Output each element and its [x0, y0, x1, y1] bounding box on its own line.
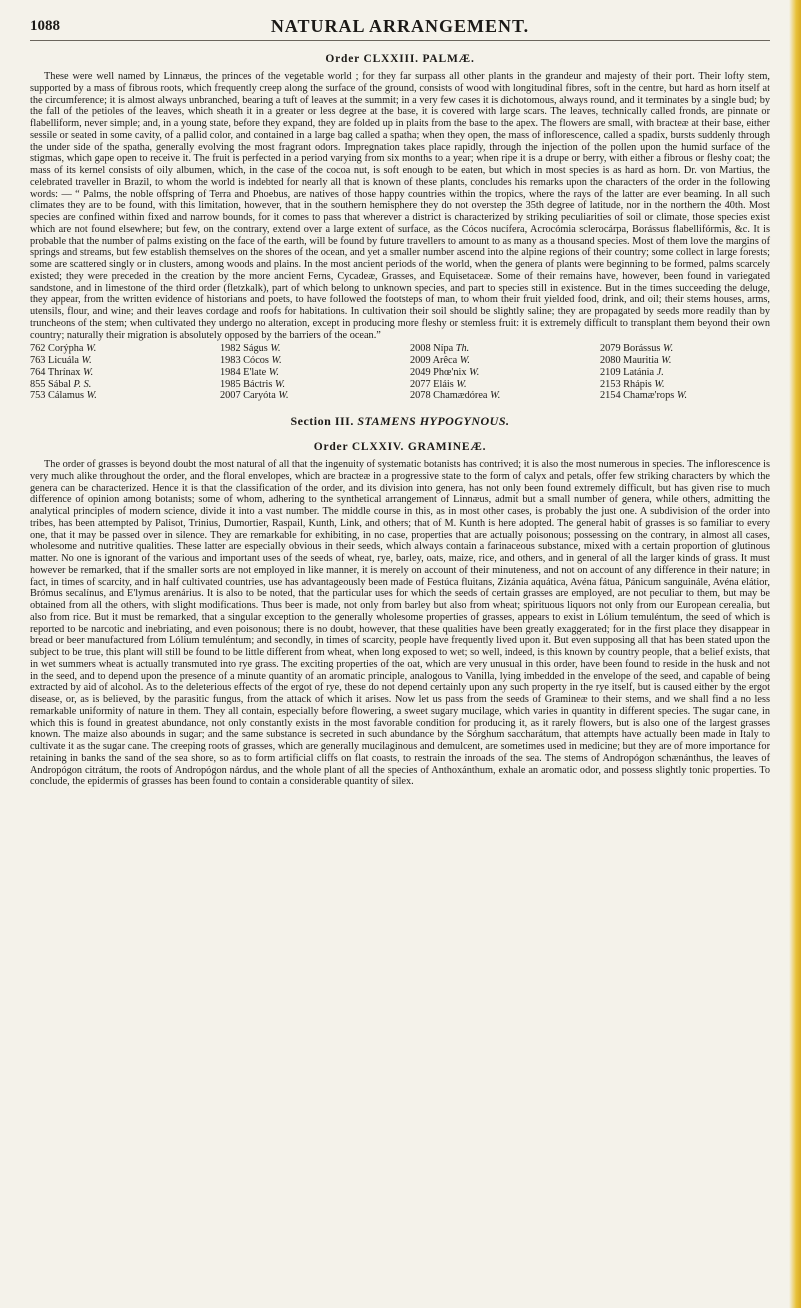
genus-name: Latánia — [623, 366, 655, 378]
genus-number: 2154 — [600, 390, 621, 402]
genus-number: 2049 — [410, 366, 431, 378]
page-edge-tab — [789, 0, 801, 1308]
genus-number: 1985 — [220, 378, 241, 390]
genus-name: Ságus — [243, 343, 268, 355]
genus-name: Nípa — [433, 343, 454, 355]
genus-entry — [30, 367, 220, 379]
genus-name: Chamædórea — [433, 390, 488, 402]
genus-authority: W. — [86, 343, 97, 355]
genus-entry — [30, 390, 220, 402]
section-label: Section III. — [290, 414, 354, 428]
genus-authority: W. — [278, 390, 289, 402]
genus-name: Cócos — [243, 355, 269, 366]
genus-entry — [30, 355, 220, 367]
genus-authority: W. — [456, 378, 467, 390]
genus-authority: W. — [459, 355, 470, 366]
genus-entry — [410, 390, 600, 402]
genus-authority: W. — [81, 355, 92, 366]
genus-number: 2080 — [600, 355, 621, 366]
genus-entry — [220, 367, 410, 379]
genus-authority: W. — [490, 390, 501, 402]
running-head — [30, 14, 770, 41]
genus-number: 1982 — [220, 343, 241, 355]
genus-authority: W. — [86, 390, 97, 402]
genus-name: Thrínax — [47, 366, 81, 378]
palmae-heading: Order CLXXIII. PALMÆ. — [325, 53, 475, 65]
genus-number: 855 — [30, 378, 46, 390]
genus-number: 2009 — [410, 355, 431, 366]
genus-entry — [220, 355, 410, 367]
book-page — [30, 14, 770, 1294]
gramineae-description: The order of grasses is beyond doubt the most natural of all that the ingenuity of systematic botanists has contrived; it is also the most numerous in species. The inflorescence is very much alike throughout the order, and the floral envelopes, which are bracteæ in a progressive state to the form of calyx and petals, offer few striking characters by which the genera can be characterized. Hence it is that the classification of the order, and its division into genera, has not only been found extremely difficult, but has given rise to much difference of opinion among botanists; some of whom, adhering to the synthetical arrangement of Linnæus, admit but a small number of genera, while others, admitting the analytical principles of modern science, divide it into a vast number. The middle course in this, as in most other cases, is probably the just one. A subdivision of the order into tribes, has been attempted by Palisot, Trinius, Dumortier, Raspail, Kunth, Link, and others; that of M. Kunth is here adopted. The general habit of grasses is so familiar to every one, that it may be passed over in silence. They are remarkable for exhibiting, in no case, properties that are actually poisonous; possessing on the contrary, in almost all cases, wholesome and nutritive qualities. These latter are especially obvious in their seeds, which always contain a farinaceous substance, mixed with a certain proportion of glutinous matter. No one is ignorant of the various and important uses of the seeds of wheat, rye, barley, oats, maize, rice, and others, and in general of all the larger kinds of grass. It must however be remarked, that if the smaller sorts are not employed in like manner, it is merely on account of their minuteness, and not on account of any difference in their nature; in fact, in times of scarcity, and in half cultivated countries, use has advantageously been made of Festúca fluitans, Zizánia aquática, Avéna fátua, Pánicum sanguinále, Avéna elátior, Brómus secalínus, and E'lymus arenárius. It is also to be noted, that the particular uses for which the seeds of certain grasses are employed, are not peculiar to them, but may be obtained from all the others, with slight modifications. Thus beer is made, not only from barley but also from wheat; spirituous liquors not only from our European cerealia, but also from rice. But it must be remarked, that a singular exception to the generally wholesome properties of grasses, appears to exist in Lólium temuléntum, the seed of which is reported to be narcotic and inebriating, and even poisonous; there is no doubt, however, that these qualities have been greatly exaggerated; for in the first place they disappear in bread or beer manufactured from Lólium temuléntum; and secondly, in times of scarcity, people have frequently lived upon it. But even supposing all that has been stated upon the subject to be true, this plant will still be found to be little different from wheat, when long exposed to wet; so well, indeed, is this known by country people, that a belief exists, that in wet summers wheat is actually transmuted into rye grass. The exciting properties of the oat, which are very unusual in this order, have been found to reside in the husk and not in the seed, and to depend upon the presence of a minute quantity of an aromatic principle, analogous to Vanilla, lying imbedded in the envelope of the seed, and capable of being extracted by aid of alcohol. As to the deleterious effects of the ergot of rye, these do not depend certainly upon any such property in the rye itself, but is caused either by the ergot disease, or, as is believed, by the parasitic fungus, from the attack of which it arises. Now let us pass from the seeds of Gramineæ to their stems, and we shall find a no less remarkable uniformity of nature in them. They all contain, especially before flowering, a sweet sugary mucilage, which varies in quantity in different species. The sugar cane, in which this is found in greatest abundance, not only constantly exists in the most favorable condition for producing it, as it rarely flowers, but is also one of the largest grasses known. The maize also abounds in sugar; and the same substance is secreted in such abundance by the Sórghum saccharátum, that attempts have actually been made in Italy to cultivate it as the sugar cane. The creeping roots of grasses, which are generally mucilaginous and demulcent, are sometimes used in medicine; but they are of more importance for retaining in banks the sand of the sea shore, so as to form artificial cliffs on flat coasts, to restrain the inroads of the sea. The stems of Andropógon schænánthus, the leaves of Andropógon citrátum, the roots of Andropógon nárdus, and the whole plant of all the species of Anthoxánthum, exhale an aromatic odor, and possess slightly tonic properties. To conclude, the epidermis of grasses has been found to contain a considerable quantity of silex. — [30, 459, 770, 788]
genus-authority: W. — [83, 366, 94, 378]
genus-number: 763 — [30, 355, 46, 366]
gramineae-heading: Order CLXXIV. GRAMINEÆ. — [313, 441, 487, 453]
genus-entry — [410, 355, 600, 367]
genus-number: 2007 — [220, 390, 241, 402]
genus-authority: W. — [271, 355, 282, 366]
genus-entry — [600, 390, 770, 402]
genus-name: Báctris — [243, 378, 273, 390]
genus-name: Borássus — [623, 343, 661, 355]
genus-name: Cálamus — [48, 390, 85, 402]
genus-number: 2078 — [410, 390, 431, 402]
genus-number: 1983 — [220, 355, 241, 366]
section-heading — [30, 414, 770, 429]
genus-authority: W. — [274, 378, 286, 390]
genus-name: Eláis — [433, 378, 454, 390]
genus-number: 2153 — [600, 378, 621, 390]
genus-name: Arêca — [432, 355, 458, 366]
genus-entry — [600, 367, 770, 379]
palmae-description: These were well named by Linnæus, the princes of the vegetable world ; for they far surpass all other plants in the grandeur and majesty of their port. Their lofty stem, supported by a mass of fibrous roots, which frequently creep along the surface of the ground, consists of wood with longitudinal fibres, soft in the centre, but hard as horn itself at the circumference; it is almost always unbranched, bearing a tuft of leaves at the summit; in a very few cases it is dichotomous, always round, and it terminates by a single bud; by the fall of the petioles of the leaves, which sheath it in a greater or less degree at the base, it is covered with large scars. The leaves, technically called fronds, are pinnate or flabelliform, never simple; and, in a young state, before they expand, they are folded up in plaits from the base to the apex. The flowers are small, with bracteæ at their base, either sessile or seated in some cavity, of a pallid color, and contained in a large bag called a spatha; when they open, the mass of inflorescence, called a spadix, bursts suddenly through the under side of the spatha, generally evolving the most fragrant odors. Impregnation takes place rapidly, through the injection of the pollen upon the humid surface of the stigmas, which gape open to receive it. The fruit is perfected in a period varying from six months to a year; when ripe it is a drupe or berry, with either a fibrous or fleshy coat; the mass of its kernel consists of oily albumen, which, in the case of the cocoa nut, is soft enough to be eaten, but which in most species is as hard as horn. Dr. von Martius, the celebrated traveller in Brazil, to whom the world is indebted for nearly all that is known of these plants, concludes his remarks upon the characters of the order in the following words: — “ Palms, the noble offspring of Terra and Phoebus, are natives of those happy countries within the tropics, where the rays of the latter are ever beaming. In all such climates they are to be found, with this limitation, however, that in the southern hemisphere they do not overstep the 35th degree of latitude, nor in the northern the 40th. Most species are confined within fixed and narrow bounds, for it comes to pass that wherever a district is characterized by striking peculiarities of soil or climate, those species exist which are not found elsewhere; but few, on the contrary, extend over a large extent of surface, as the Cócos nucífera, Acrocómia sclerocárpa, Borássus flabellifórmis, &c. It is probable that the number of palms existing on the face of the earth, will be found by future travellers to amount to as many as a thousand species. Most of them love the margins of springs and streams, but few establish themselves on the shores of the ocean, and yet a smaller number ascend into the alpine regions of their country; some collect in large forests; some are scattered singly or in clusters, among woods and plains. In the most ancient periods of the world, when the genera of plants were beginning to be formed, palms scarcely existed; they were preceded in the creation by the more ancient Ferns, Cycadeæ, Grasses, and Equisetaceæ. Some of their remains have, however, been found in variegated sandstone, and in limestone of the third order (fletzkalk), part of which belong to unknown species, and part to species still in existence. But in the times succeeding the deluge, they appear, from the written evidence of historians and poets, to have followed the footsteps of man, to whom their fruit yielded food, drink, and oil; their stems houses, arms, utensils, flour, and wine; and their leaves cordage and roofs for habitations. In cultivation their soil should be slightly saline; they are propagated by seeds more readily than by truncheons of the stem; when cultivated they undergo no alteration, except in producing more fleshy or stemless fruit: it is extremely difficult to transplant them beyond their own country; naturally their migration is absolutely opposed by the barriers of the ocean.” — [30, 71, 770, 341]
genus-authority: W. — [676, 390, 688, 402]
genus-entry — [220, 343, 410, 355]
genus-authority: W. — [661, 355, 672, 366]
section-title: STAMENS HYPOGYNOUS. — [357, 414, 510, 428]
genus-number: 2077 — [410, 378, 431, 390]
genus-entry — [410, 367, 600, 379]
genus-authority: W. — [270, 343, 281, 355]
genus-entry — [30, 379, 220, 391]
page-number: 1088 — [30, 18, 60, 34]
genus-number: 762 — [30, 343, 46, 355]
genus-name: Sábal — [48, 378, 71, 390]
genus-name: Mauritia — [623, 355, 659, 366]
genus-authority: W. — [662, 343, 674, 355]
genus-name: Corýpha — [48, 343, 84, 355]
genus-entry — [410, 343, 600, 355]
genus-name: Chamæ'rops — [623, 390, 675, 402]
genus-authority: W. — [654, 378, 665, 390]
genus-entry — [30, 343, 220, 355]
genus-entry — [220, 379, 410, 391]
genus-entry — [220, 390, 410, 402]
genus-number: 1984 — [220, 366, 241, 378]
genus-entry — [600, 379, 770, 391]
running-title: NATURAL ARRANGEMENT. — [270, 16, 530, 36]
genus-number: 2008 — [410, 343, 431, 355]
genus-number: 2079 — [600, 343, 621, 355]
genus-authority: J. — [656, 366, 664, 378]
genus-entry — [600, 355, 770, 367]
genus-authority: W. — [268, 366, 279, 378]
genus-number: 764 — [30, 366, 46, 378]
genus-name: E'late — [243, 366, 267, 378]
genus-name: Caryóta — [243, 390, 276, 402]
genus-authority: P. S. — [73, 378, 92, 390]
genus-authority: Th. — [455, 343, 470, 355]
genus-authority: W. — [469, 366, 480, 378]
genus-name: Licuála — [48, 355, 79, 366]
genus-number: 753 — [30, 390, 46, 402]
genus-name: Rhápis — [623, 378, 652, 390]
genus-name: Phœ'nix — [433, 366, 467, 378]
genus-entry — [410, 379, 600, 391]
genus-entry — [600, 343, 770, 355]
genus-number: 2109 — [600, 366, 621, 378]
palmae-genera-list — [30, 343, 770, 402]
